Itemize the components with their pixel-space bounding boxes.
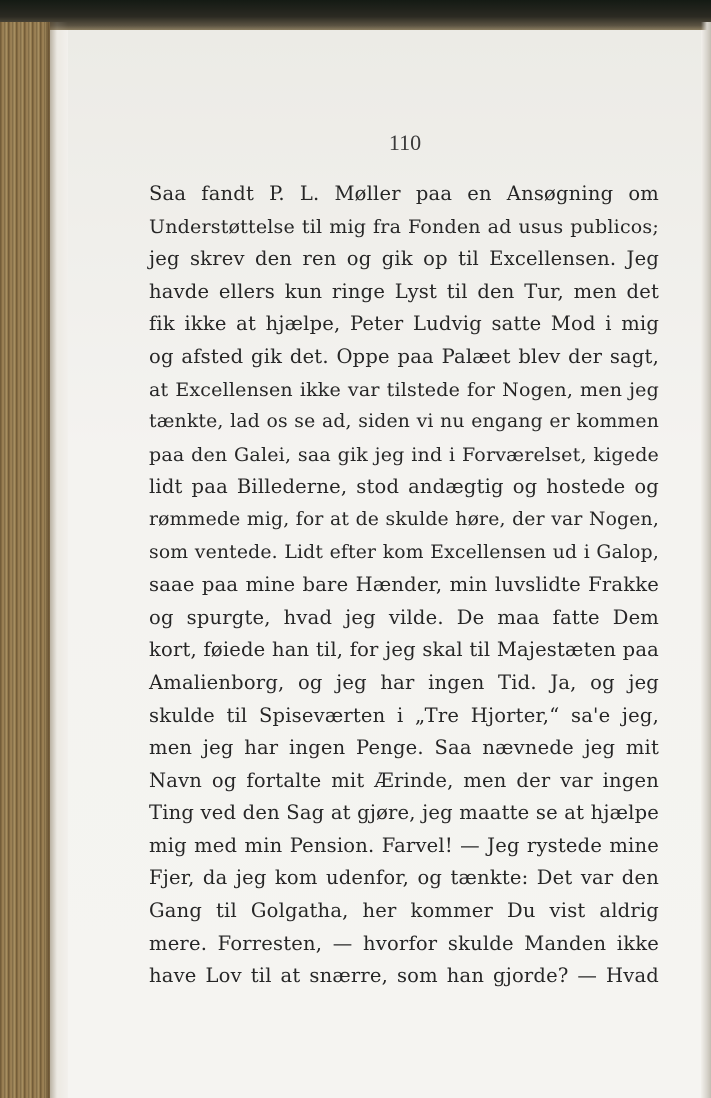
text-line: mig med min Pension. Farvel! — Jeg rystede mine xyxy=(149,833,659,857)
text-line: at Excellensen ikke var tilstede for Nogen, men jeg xyxy=(149,378,659,401)
text-line: skulde til Spiseværten i „Tre Hjorter,“ sa'e jeg, xyxy=(149,703,659,727)
body-text xyxy=(149,178,659,993)
text-line: og spurgte, hvad jeg vilde. De maa fatte Dem xyxy=(149,605,659,629)
text-line: kort, føiede han til, for jeg skal til Majestæten paa xyxy=(149,638,659,662)
text-line: Understøttelse til mig fra Fonden ad usus publicos; xyxy=(149,215,659,238)
text-line: Ting ved den Sag at gjøre, jeg maatte se at hjælpe xyxy=(149,801,659,825)
page-right-edge xyxy=(701,22,711,1098)
text-line: Navn og fortalte mit Ærinde, men der var ingen xyxy=(149,768,659,792)
text-line: havde ellers kun ringe Lyst til den Tur, men det xyxy=(149,279,659,303)
book-spine xyxy=(0,22,50,1098)
page-number: 110 xyxy=(388,130,422,155)
text-line: jeg skrev den ren og gik op til Excellensen. Jeg xyxy=(149,247,659,271)
text-line: Fjer, da jeg kom udenfor, og tænkte: Det var den xyxy=(149,866,659,890)
text-line: fik ikke at hjælpe, Peter Ludvig satte Mod i mig xyxy=(149,312,659,336)
gutter-shadow xyxy=(46,22,68,1098)
text-line: og afsted gik det. Oppe paa Palæet blev der sagt, xyxy=(149,344,659,368)
text-line: paa den Galei, saa gik jeg ind i Forværelset, kigede xyxy=(149,443,659,466)
text-line: mere. Forresten, — hvorfor skulde Manden ikke xyxy=(149,931,659,955)
text-line: rømmede mig, for at de skulde høre, der var Nogen, xyxy=(149,508,659,530)
text-line: Saa fandt P. L. Møller paa en Ansøgning om xyxy=(149,182,659,205)
text-line: som ventede. Lidt efter kom Excellensen ud i Galop, xyxy=(149,541,659,563)
text-line: Amalienborg, og jeg har ingen Tid. Ja, og jeg xyxy=(149,670,659,694)
text-line: saae paa mine bare Hænder, min luvslidte Frakke xyxy=(149,573,659,597)
text-line: lidt paa Billederne, stod andægtig og hostede og xyxy=(149,475,659,499)
text-line: Gang til Golgatha, her kommer Du vist aldrig xyxy=(149,899,659,923)
book-top-edge xyxy=(0,0,711,30)
text-line: have Lov til at snærre, som han gjorde? — Hvad xyxy=(149,964,659,988)
text-line: tænkte, lad os se ad, siden vi nu engang er kommen xyxy=(149,411,659,433)
text-line: men jeg har ingen Penge. Saa nævnede jeg mit xyxy=(149,736,659,760)
